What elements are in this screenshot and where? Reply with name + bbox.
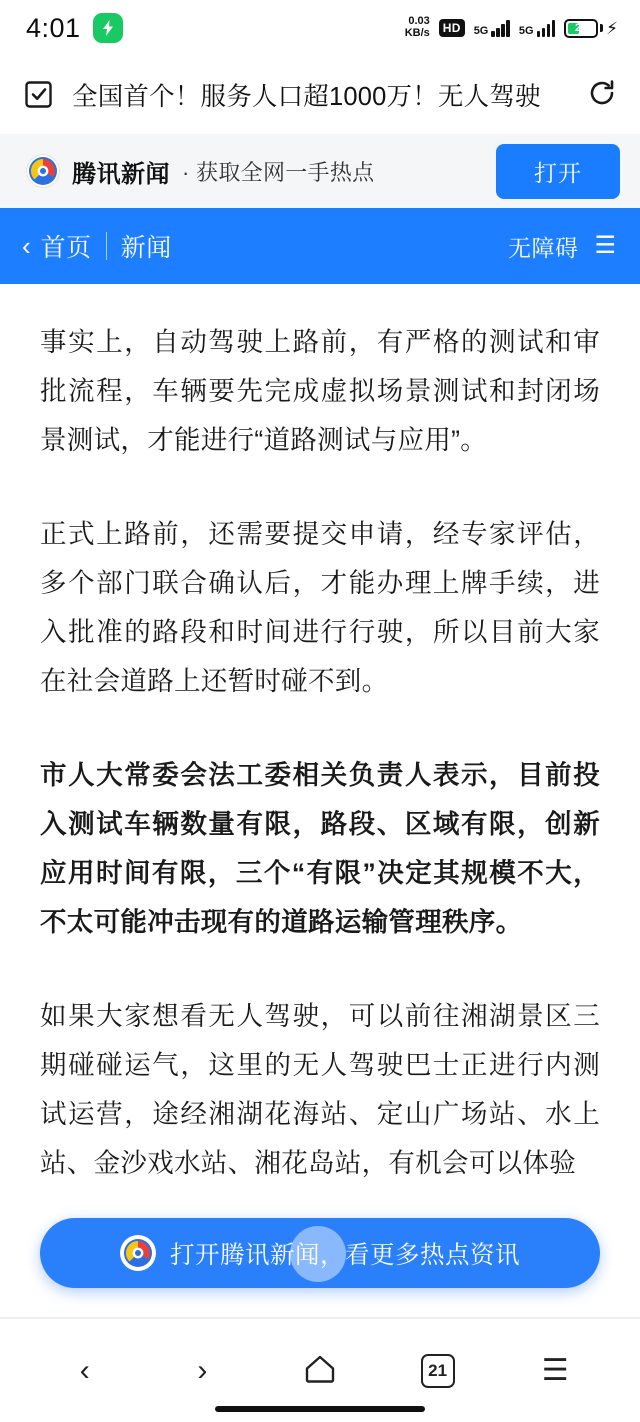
nav-divider — [106, 232, 107, 260]
tab-count-badge: 21 — [421, 1354, 455, 1388]
page-title[interactable]: 全国首个！服务人口超1000万！无人驾驶 — [72, 83, 541, 111]
browser-back-button[interactable] — [53, 1339, 117, 1403]
network-rate-value: 0.03 — [408, 15, 430, 28]
open-app-button[interactable]: 打开 — [496, 144, 620, 199]
status-bar-right — [405, 16, 618, 39]
browser-menu-button[interactable] — [523, 1339, 587, 1403]
chevron-left-icon: ‹ — [79, 1353, 90, 1387]
article-paragraph: 市人大常委会法工委相关负责人表示，目前投入测试车辆数量有限，路段、区域有限，创新应用时间有限，三个“有限”决定其规模不大，不太可能冲击现有的道路运输管理秩序。 — [40, 760, 600, 937]
lightning-bolt-icon: ⚡ — [606, 18, 618, 38]
promo-brand-name: 腾讯新闻 — [72, 160, 170, 188]
nav-home-link[interactable]: 首页 — [40, 234, 92, 262]
status-bar-left — [26, 13, 123, 44]
battery-cap — [600, 24, 603, 32]
browser-forward-button[interactable] — [170, 1339, 234, 1403]
system-home-indicator — [215, 1406, 425, 1412]
signal-2-label: 5G — [518, 25, 534, 37]
article-paragraph: 正式上路前，还需要提交申请，经专家评估，多个部门联合确认后，才能办理上牌手续，进入批准的路段和时间进行行驶，所以目前大家在社会道路上还暂时碰不到。 — [40, 519, 600, 696]
nav-section-label[interactable]: 新闻 — [120, 234, 172, 262]
article-body — [0, 284, 640, 1187]
promo-subtitle: · 获取全网一手热点 — [182, 159, 375, 185]
network-rate — [405, 16, 430, 39]
battery-indicator — [564, 19, 618, 38]
tencent-news-logo-icon — [26, 154, 60, 188]
signal-1-label: 5G — [473, 25, 489, 37]
browser-tabs-button[interactable] — [406, 1339, 470, 1403]
battery-percent: 23 — [574, 22, 588, 34]
signal-bars-2 — [537, 19, 556, 37]
hd-badge: HD — [439, 19, 465, 37]
nav-left-group[interactable] — [22, 228, 92, 264]
nav-right-group[interactable] — [508, 230, 616, 263]
article-paragraph: 如果大家想看无人驾驶，可以前往湘湖景区三期碰碰运气，这里的无人驾驶巴士正进行内测试运营，途经湘湖花海站、定山广场站、水上站、金沙戏水站、湘花岛站，有机会可以体验 — [40, 1001, 600, 1178]
status-clock: 4:01 — [26, 12, 81, 43]
chevron-left-icon[interactable]: ‹ — [22, 231, 31, 261]
shield-check-icon[interactable] — [24, 77, 54, 114]
signal-indicator-2 — [519, 19, 555, 37]
tencent-news-logo-icon — [120, 1235, 156, 1271]
reload-icon[interactable] — [586, 77, 618, 114]
network-rate-unit: KB/s — [404, 27, 430, 39]
status-bar — [0, 0, 640, 56]
site-nav-bar — [0, 208, 640, 284]
floating-cta-label: 打开腾讯新闻，看更多热点资讯 — [170, 1241, 520, 1269]
floating-open-app-button[interactable] — [40, 1218, 600, 1288]
accessibility-link[interactable]: 无障碍 — [507, 234, 579, 261]
home-icon — [304, 1353, 336, 1388]
battery-saver-icon — [93, 13, 123, 43]
browser-home-button[interactable] — [288, 1339, 352, 1403]
hamburger-menu-icon[interactable]: ☰ — [594, 232, 616, 259]
hamburger-menu-icon: ☰ — [541, 1353, 569, 1387]
browser-title-bar — [0, 56, 640, 134]
signal-indicator-1 — [474, 19, 510, 37]
battery-body — [564, 19, 598, 38]
app-promo-bar[interactable] — [0, 134, 640, 208]
chevron-right-icon: › — [197, 1353, 208, 1387]
signal-bars-1 — [491, 19, 510, 37]
article-paragraph: 事实上，自动驾驶上路前，有严格的测试和审批流程，车辆要先完成虚拟场景测试和封闭场景测试，才能进行“道路测试与应用”。 — [40, 327, 600, 455]
